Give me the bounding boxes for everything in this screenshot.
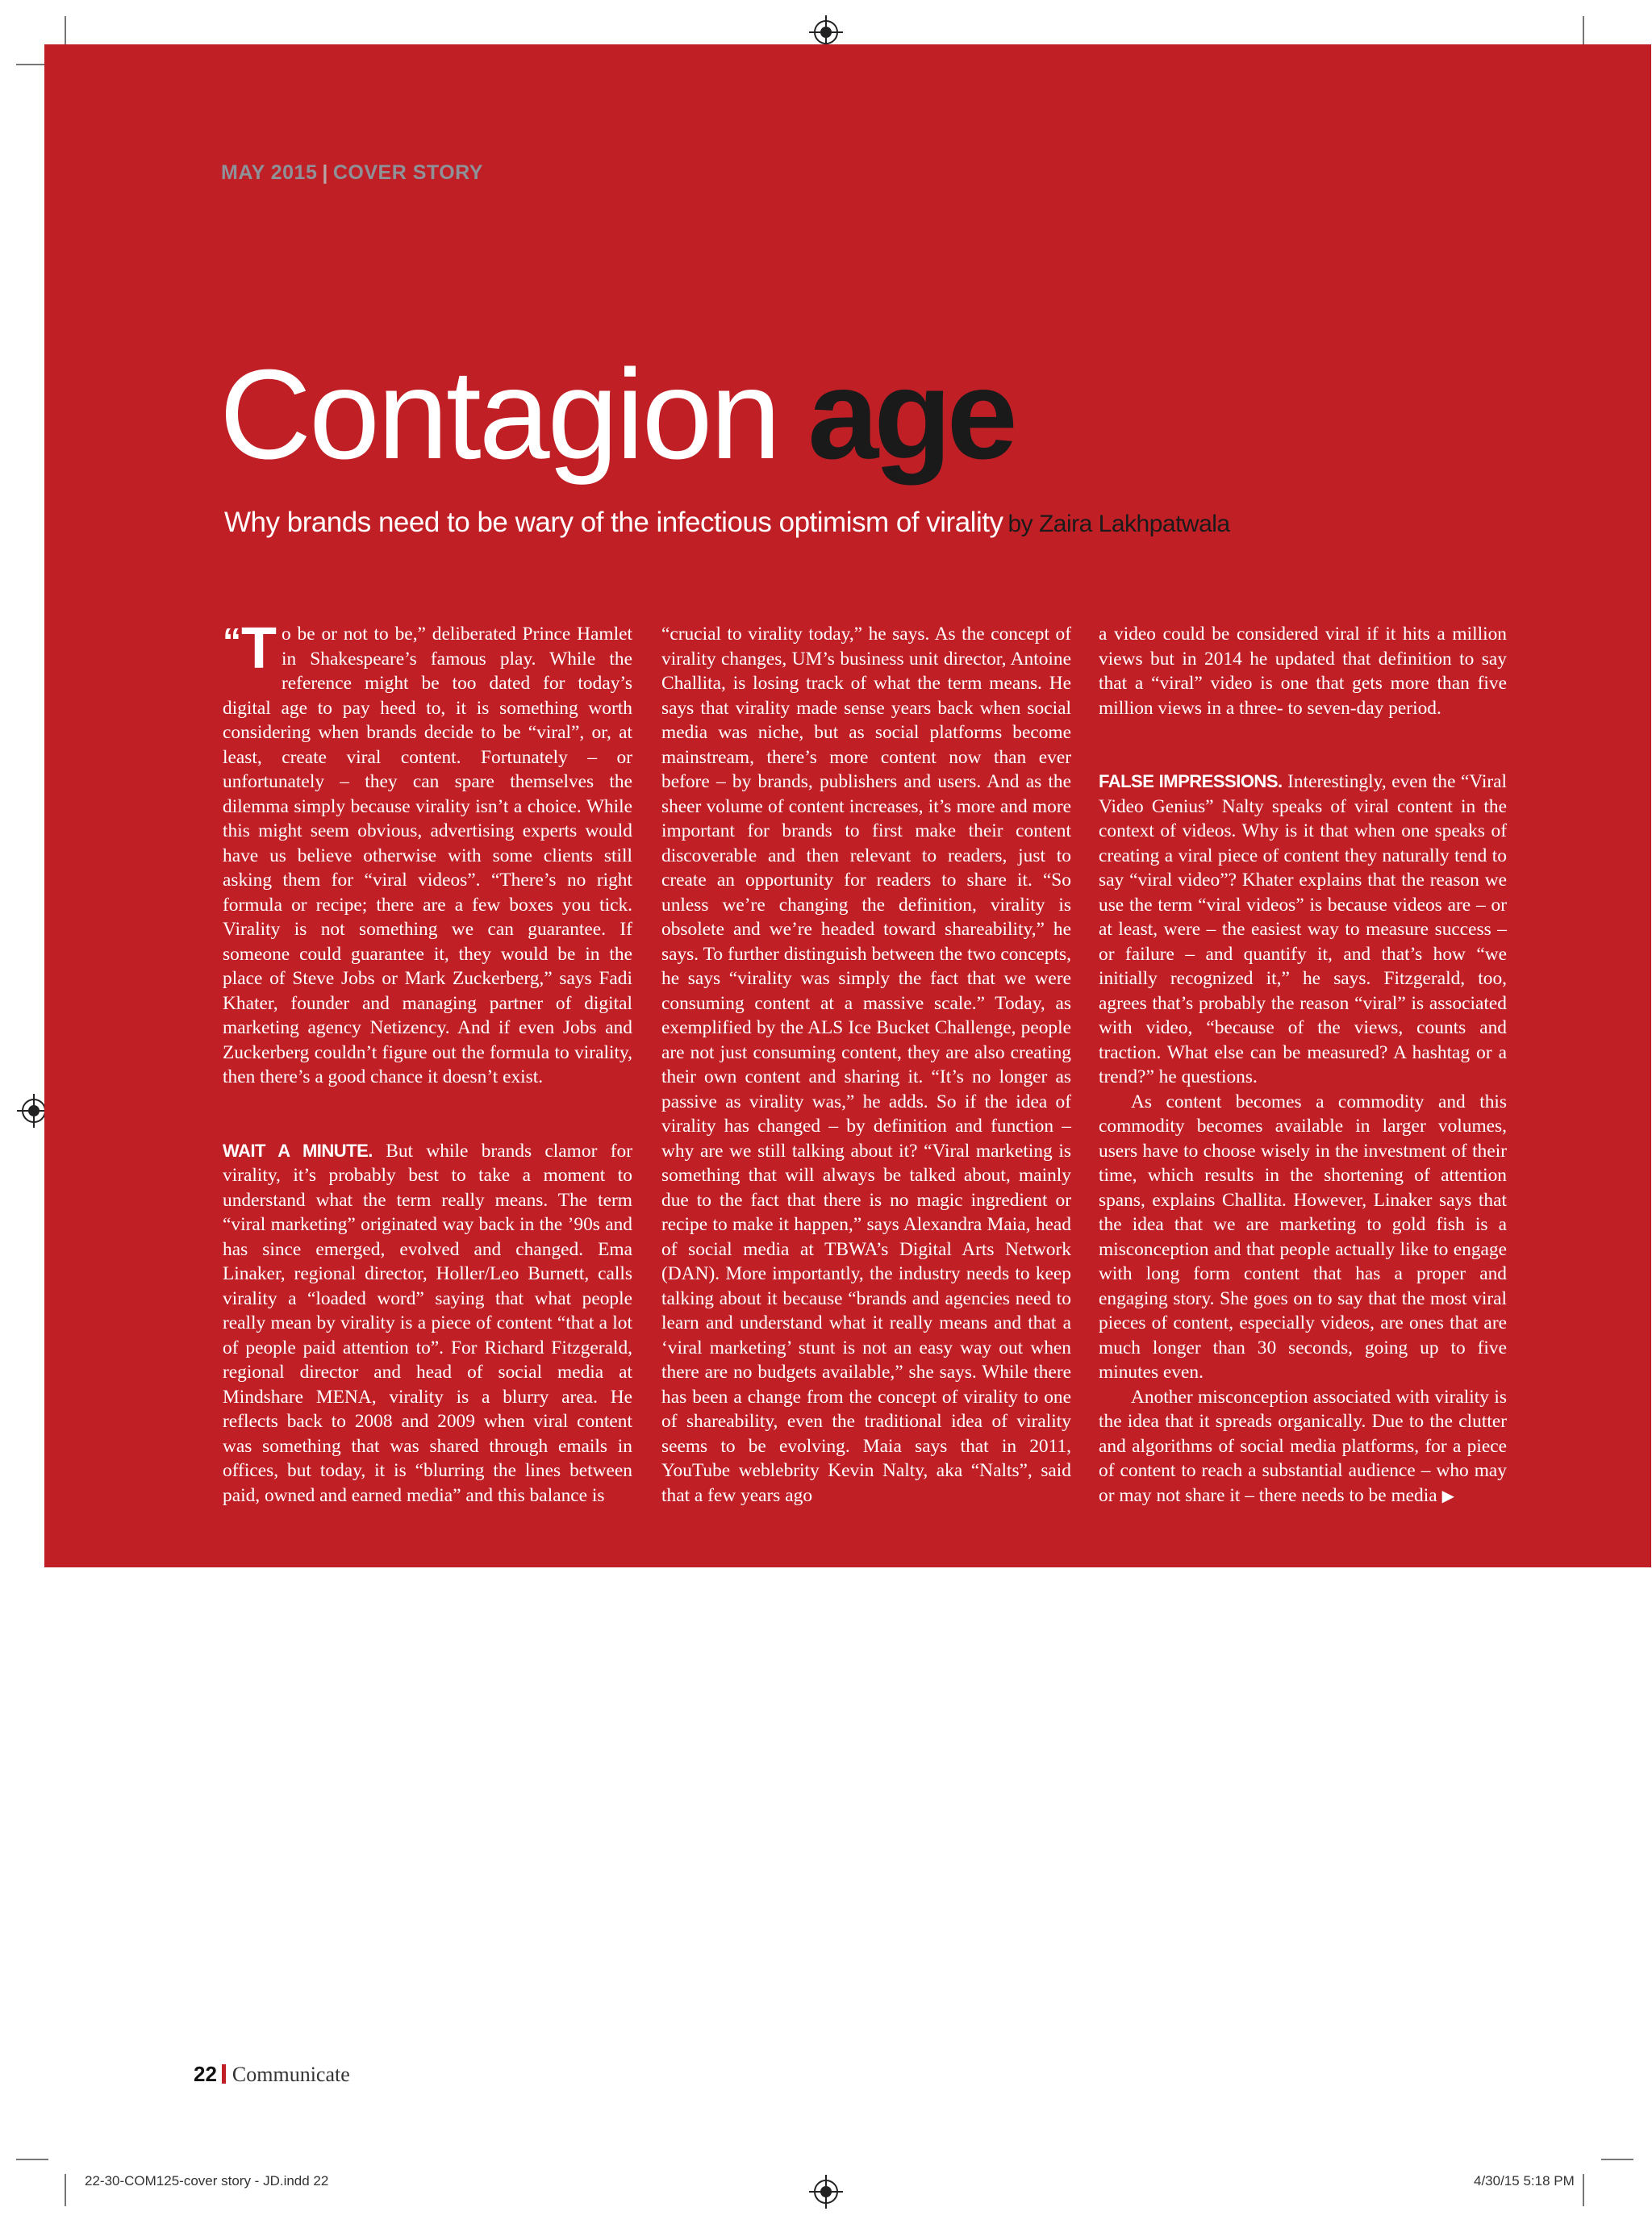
registration-mark-icon [814, 2180, 838, 2204]
crop-mark [16, 2159, 48, 2160]
publication-name: Communicate [232, 2063, 350, 2086]
article-column-1 [223, 616, 632, 1508]
byline: by Zaira Lakhpatwala [1007, 511, 1230, 537]
crop-mark [1583, 16, 1584, 48]
section-lead: FALSE IMPRESSIONS. [1099, 771, 1283, 791]
section-name: COVER STORY [332, 161, 483, 184]
section-lead: WAIT A MINUTE. [223, 1140, 373, 1161]
paragraph: Another misconception associated with virality is the idea that it spreads organically. Due to the clutter and algorithms of social media platforms, for a piece of content to reach a substantial audience – who may or may not share it – there needs to be media ▶ [1099, 1386, 1507, 1506]
paragraph: WAIT A MINUTE. But while brands clamor for virality, it’s probably best to take a moment to understand what the term really means. The term “viral marketing” originated way back in the ’90s and has since emerged, evolved and changed. Ema Linaker, regional director, Holler/Leo Burnett, calls virality a “loaded word” saying that what people really mean by virality is a piece of content “that a lot of people paid attention to”. For Richard Fitzgerald, regional director and head of social media at Mindshare MENA, virality is a blurry area. He reflects back to 2008 and 2009 when viral content was something that was shared through emails in offices, but today, it is “blurring the lines between paid, owned and earned media” and this balance is [223, 1140, 632, 1506]
crop-mark [1583, 2174, 1584, 2206]
crop-mark [65, 2174, 66, 2206]
article-subtitle [224, 507, 1230, 539]
page-footer [194, 2062, 350, 2087]
title-light: Contagion [219, 344, 779, 486]
section-header [221, 161, 483, 185]
crop-mark [1601, 2159, 1633, 2160]
print-slug-file: 22-30-COM125-cover story - JD.indd 22 [85, 2173, 329, 2189]
page-number: 22 [194, 2062, 217, 2086]
print-slug-datetime: 4/30/15 5:18 PM [1474, 2173, 1575, 2189]
subtitle-text: Why brands need to be wary of the infectious optimism of virality [224, 507, 1003, 538]
crop-mark [16, 64, 48, 65]
continue-arrow-icon: ▶ [1441, 1487, 1454, 1505]
title-bold: age [807, 344, 1013, 486]
article-column-2 [661, 622, 1071, 1508]
drop-cap: “T [223, 616, 277, 681]
article-title [219, 344, 1013, 486]
registration-mark-icon [814, 20, 838, 44]
paragraph: a video could be considered viral if it hits a million views but in 2014 he updated that definition to say that a “viral” video is one that gets more than five million views in a three- to seven-day period. [1099, 624, 1507, 719]
article-column-3 [1099, 622, 1507, 1508]
registration-mark-icon [22, 1099, 46, 1123]
footer-bar [222, 2064, 226, 2084]
issue-date: MAY 2015 [221, 161, 318, 184]
header-separator: | [322, 161, 328, 184]
paragraph: “T o be or not to be,” deliberated Prince Hamlet in Shakespeare’s famous play. While the reference might be too dated for today’s digital age to pay heed to, it is something worth considering when brands decide to be “viral”, or, at least, create viral content. Fortunately – or unfortunately – they can spare themselves the dilemma simply because virality isn’t a choice. While this might seem obvious, advertising experts would have us believe otherwise with some clients still asking them for “viral videos”. “There’s no right formula or recipe; there are a few boxes you tick. Virality is not something we can guarantee. If someone could guarantee it, they would be in the place of Steve Jobs or Mark Zuckerberg,” says Fadi Khater, founder and managing partner of digital marketing agency Netizency. And if even Jobs and Zuckerberg couldn’t figure out the formula to virality, then there’s a good chance it doesn’t exist. [223, 616, 632, 1087]
paragraph: As content becomes a commodity and this commodity becomes available in larger volumes, users have to choose wisely in the investment of their time, which results in the shortening of attention spans, explains Challita. However, Linaker says that the idea that we are marketing to gold fish is a misconception and that people actually like to engage with long form content that has a proper and engaging story. She goes on to say that the most viral pieces of content, especially videos, are ones that are much longer than 30 seconds, going up to five minutes even. [1099, 1091, 1507, 1383]
crop-mark [65, 16, 66, 48]
paragraph: FALSE IMPRESSIONS. Interestingly, even the “Viral Video Genius” Nalty speaks of viral content in the context of videos. Why is it that when one speaks of creating a viral piece of content they naturally tend to say “viral video”? Khater explains that the reason we use the term “viral videos” is because videos are – or at least, were – the easiest way to measure success – or failure – and quantify it, and that’s how “we initially recognized it,” he says. Fitzgerald, too, agrees that’s probably the reason “viral” is associated with video, “because of the views, counts and traction. What else can be measured? A hashtag or a trend?” he questions. [1099, 771, 1508, 1087]
paragraph: “crucial to virality today,” he says. As the concept of virality changes, UM’s business unit director, Antoine Challita, is losing track of what the term means. He says that virality made sense years back when social media was niche, but as social platforms become mainstream, there’s more content now than ever before – by brands, publishers and users. And as the sheer volume of content increases, it’s more and more important for brands to first make their content discoverable and then relevant to readers, just to create an opportunity for readers to share it. “So unless we’re changing the definition, virality is obsolete and we’re headed toward shareability,” he says. To further distinguish between the two concepts, he says “virality was simply the fact that we were consuming content at a massive scale.” Today, as exemplified by the ALS Ice Bucket Challenge, people are not just consuming content, they are also creating their own content and sharing it. “It’s no longer as passive as virality was,” he adds. So if the idea of virality has changed – by definition and function – why are we still talking about it? “Viral marketing is something that will always be talked about, mainly due to the fact that there is no magic ingredient or recipe to make it happen,” says Alexandra Maia, head of social media at TBWA’s Digital Arts Network (DAN). More importantly, the industry needs to keep talking about it because “brands and agencies need to learn and understand what it really means and that a ‘viral marketing’ stunt is not an easy way out when there are no budgets available,” she says. While there has been a change from the concept of virality to one of shareability, even the traditional idea of virality seems to be evolving. Maia says that in 2011, YouTube weblebrity Kevin Nalty, aka “Nalts”, said that a few years ago [661, 624, 1071, 1506]
